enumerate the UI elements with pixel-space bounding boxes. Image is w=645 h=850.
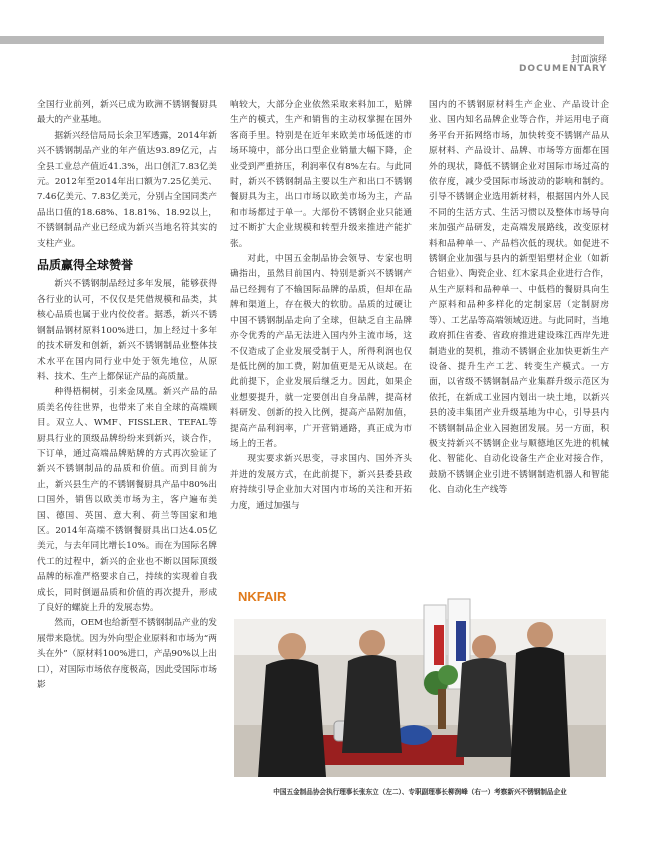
paragraph: 全国行业前列，新兴已成为欧洲不锈钢餐厨具最大的产业基地。 (37, 100, 217, 126)
paragraph: 据新兴经信局局长余卫军透露，2014年新兴不锈钢制品产业的年产值达93.89亿元，占全县工业总产值近41.3%，出口创汇7.83亿美元。2012年至2014年出口额为7.25亿美元、7.46亿美元、7.83亿美元，分别占全国同类产品出口值的18.68%、18.81%、18.92以上，不锈钢制品产业已经成为新兴当地名符其实的支柱产业。 (37, 130, 217, 249)
paragraph: 然而，OEM也给新型不锈钢制品产业的发展带来隐忧。因为外向型企业原料和市场为“两头在外”（原材料100%进口，产品90%以上出口），对国际市场依存度极高，因此受国际市场影 (37, 618, 217, 691)
article-column-1 (37, 98, 217, 693)
article-column-3 (429, 98, 609, 499)
section-title-zh: 封面演绎 (570, 55, 607, 65)
section-heading: 品质赢得全球赞誉 (37, 258, 134, 273)
paragraph: 种得梧桐树，引来金凤凰。新兴产品的品质美名传往世界，也带来了来自全球的高端顾目。双立人、WMF、FISSLER、TEFAL等厨具行业的顶级品牌纷纷来到新兴，谈合作，下订单，通过高端品牌贴牌的方式再次验证了新兴不锈钢制品的品质和价值。而到目前为止，新兴县生产的不锈钢餐厨具产品中80%出口国外，销售以欧美市场为主，客户遍布美国、德国、英国、意大利、荷兰等国家和地区。2014年高端不锈钢餐厨具出口达4.05亿美元，与去年同比增长10%。而在为国际名牌代工的过程中，新兴的企业也不断以国际顶级品牌的标准严格要求自己，持续的实现着自我成长，同时倒逼品质和价值的再次提升，形成了良好的螺旋上升的发展态势。 (37, 387, 217, 613)
photo-caption: 中国五金制品协会执行理事长张东立（左二）、专职副理事长柳润峰（右一）考察新兴不锈钢制品企业 (273, 788, 567, 796)
article-photo (234, 585, 606, 777)
paragraph: 对此，中国五金制品协会领导、专家也明确指出，虽然目前国内、特别是新兴不锈钢产品已经拥有了不输国际品牌的品质，但却在品牌和渠道上，存在极大的软肋。品质的过硬让中国不锈钢制品走向了全球，但缺乏自主品牌亦令优秀的产品无法进入国内外主流市场，这不仅造成了企业发展受制于人，所得利润也仅是低比例的加工费，附加值更是无从谈起。在此前提下，企业发展后继乏力。因此，如果企业想要提升，就一定要创出自身品牌，提高材料研发、创新的投入比例，提高产品附加值，提高产品利润率，广开营销通路，真正成为市场上的王者。 (230, 254, 412, 449)
booth-sign: NKFAIR (238, 589, 287, 604)
article-column-2 (230, 98, 412, 514)
paragraph: 国内的不锈钢原材料生产企业、产品设计企业、国内知名品牌企业等合作，并运用电子商务平台开拓网络市场，加快转变不锈钢产品从原材料、产品设计、品牌、市场等方面都在国外的现状，降低不锈钢企业对国际市场过高的依存度，减少受国际市场波动的影响和制约。引导不锈钢企业选用新材料，根据国内外人民不同的生活方式、生活习惯以及整体市场导向来加强产品研发，走高端发展路线，改变原材料和品种单一、产品档次低的现状。如促进不锈钢企业加强与县内的新型铝塑材企业（如新合铝业）、陶瓷企业、红木家具企业进行合作，从生产原料和品种单一、中低档的餐厨具向生产原料和品种多样化的定制家居（定制厨房等）、工艺品等高端领域迈进。与此同时，当地政府抓住省委、省政府推进建设珠江西岸先进制造业的契机，推动不锈钢企业加快更新生产设备、提升生产工艺、转变生产模式。一方面，以省级不锈钢制品产业集群升级示范区为依托，在新成工业园内划出一块土地，以新兴县的凌丰集团产业升级基地为中心，引导县内不锈钢制品企业入园抱团发展。另一方面，积极支持新兴不锈钢企业与顺德地区先进的机械化、智能化、自动化设备生产企业对接合作，鼓励不锈钢企业引进不锈钢制造机器人和智能化、自动化生产线等 (429, 100, 609, 496)
header-rule (0, 36, 604, 44)
section-title-en: DOCUMENTARY (518, 64, 607, 74)
paragraph: 现实要求新兴思变，寻求国内、国外齐头并进的发展方式，在此前提下，新兴县委县政府持续引导企业加大对国内市场的关注和开拓力度，通过加强与 (230, 454, 412, 511)
paragraph: 响较大，大部分企业依然采取来料加工，贴牌生产的模式，生产和销售的主动权掌握在国外客商手里。特别是在近年来欧美市场低迷的市场环境中，部分出口型企业销量大幅下降，企业受到严重挤压，利润率仅有8%左右。与此同时，新兴不锈钢制品主要以生产和出口不锈钢餐厨具为主，出口市场以欧美市场为主，产品和市场都过于单一。大部份不锈钢企业只能通过不断扩大企业规模和转型升级来推进产能扩张。 (230, 100, 412, 249)
paragraph: 新兴不锈钢制品经过多年发展，能够获得各行业的认可，不仅仅是凭借规模和品类，其核心品质也属于业内佼佼者。据悉，新兴不锈钢制品钢材原料100%进口，加上经过十多年的技术研发和创新，新兴不锈钢制品业整体技术水平在国内同行业中处于领先地位，从原料、技术、生产上都保证产品的高质量。 (37, 279, 217, 382)
photo-illustration (234, 585, 606, 777)
